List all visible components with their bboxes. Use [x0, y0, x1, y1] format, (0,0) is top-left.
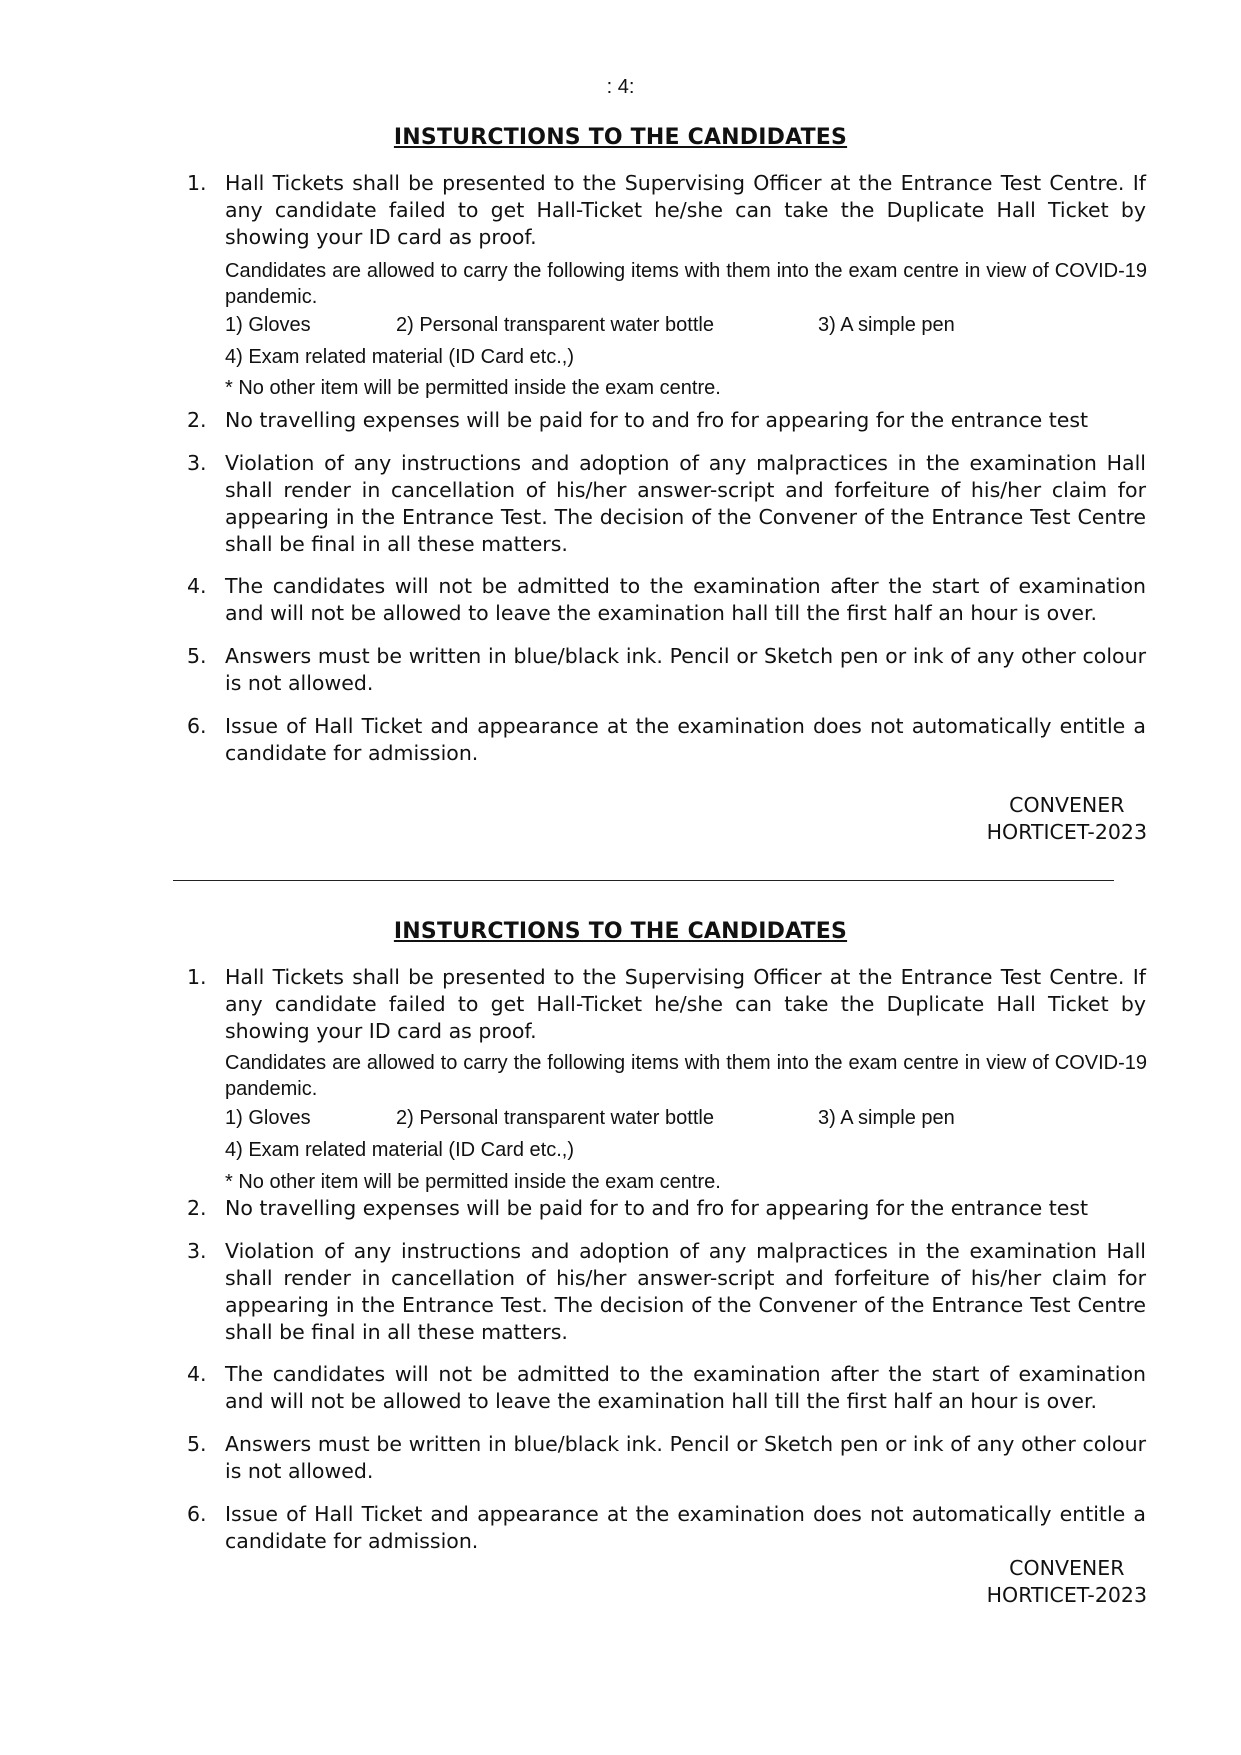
signature-role: CONVENER [1009, 793, 1125, 817]
signature-role: CONVENER [1009, 1556, 1125, 1580]
item-number: 5. [187, 644, 207, 668]
item-text: The candidates will not be admitted to the examination after the start of examination and will not be allowed to leave the examination hall till the first half an hour is over. [225, 574, 1146, 625]
covid-note: Candidates are allowed to carry the following items with them into the exam centre in view of COVID-19 pandemic. [225, 1052, 1147, 1100]
allowed-item-pen: 3) A simple pen [818, 314, 955, 336]
allowed-item-gloves: 1) Gloves [225, 314, 311, 336]
item-number: 3. [187, 451, 207, 475]
item-text: Violation of any instructions and adoption of any malpractices in the examination Hall shall render in cancellation of his/her answer-script and forfeiture of his/her claim for appearing in the Entrance Test. The decision of the Convener of the Entrance Test Centre shall be final in all these matters. [225, 451, 1146, 556]
item-number: 4. [187, 574, 207, 598]
item-text: Violation of any instructions and adoption of any malpractices in the examination Hall shall render in cancellation of his/her answer-script and forfeiture of his/her claim for appearing in the Entrance Test. The decision of the Convener of the Entrance Test Centre shall be final in all these matters. [225, 1239, 1146, 1344]
item-number: 6. [187, 714, 207, 738]
item-text: Hall Tickets shall be presented to the Supervising Officer at the Entrance Test Centre. If any candidate failed to get Hall-Ticket he/she can take the Duplicate Hall Ticket by showing your ID card as proof. [225, 965, 1146, 1043]
item-text: Issue of Hall Ticket and appearance at the examination does not automatically entitle a candidate for admission. [225, 714, 1146, 765]
item-number: 1. [187, 965, 207, 989]
item-number: 2. [187, 408, 207, 432]
allowed-item-exam-material: 4) Exam related material (ID Card etc.,) [225, 346, 574, 368]
section-title: INSTURCTIONS TO THE CANDIDATES [393, 919, 848, 944]
allowed-item-water-bottle: 2) Personal transparent water bottle [396, 1107, 714, 1129]
item-text: Answers must be written in blue/black ink. Pencil or Sketch pen or ink of any other colour is not allowed. [225, 644, 1146, 695]
item-text: The candidates will not be admitted to the examination after the start of examination and will not be allowed to leave the examination hall till the first half an hour is over. [225, 1362, 1146, 1413]
item-text: No travelling expenses will be paid for to and fro for appearing for the entrance test [225, 1196, 1089, 1220]
item-number: 1. [187, 171, 207, 195]
signature-block [987, 792, 1147, 846]
allowed-item-exam-material: 4) Exam related material (ID Card etc.,) [225, 1139, 574, 1161]
item-text: No travelling expenses will be paid for to and fro for appearing for the entrance test [225, 408, 1089, 432]
signature-exam: HORTICET-2023 [986, 1583, 1147, 1607]
item-number: 4. [187, 1362, 207, 1386]
item-number: 5. [187, 1432, 207, 1456]
allowed-item-gloves: 1) Gloves [225, 1107, 311, 1129]
item-text: Answers must be written in blue/black ink. Pencil or Sketch pen or ink of any other colour is not allowed. [225, 1432, 1146, 1483]
section-title: INSTURCTIONS TO THE CANDIDATES [393, 125, 848, 150]
restriction-note: * No other item will be permitted inside the exam centre. [225, 1171, 721, 1193]
restriction-note: * No other item will be permitted inside the exam centre. [225, 377, 721, 399]
item-number: 3. [187, 1239, 207, 1263]
allowed-item-pen: 3) A simple pen [818, 1107, 955, 1129]
page-number: : 4: [606, 76, 635, 98]
signature-exam: HORTICET-2023 [986, 820, 1147, 844]
item-number: 6. [187, 1502, 207, 1526]
covid-note: Candidates are allowed to carry the following items with them into the exam centre in view of COVID-19 pandemic. [225, 260, 1147, 308]
item-number: 2. [187, 1196, 207, 1220]
section-divider [173, 880, 1114, 881]
signature-block [987, 1555, 1147, 1609]
item-text: Hall Tickets shall be presented to the Supervising Officer at the Entrance Test Centre. If any candidate failed to get Hall-Ticket he/she can take the Duplicate Hall Ticket by showing your ID card as proof. [225, 171, 1146, 249]
allowed-item-water-bottle: 2) Personal transparent water bottle [396, 314, 714, 336]
item-text: Issue of Hall Ticket and appearance at the examination does not automatically entitle a candidate for admission. [225, 1502, 1146, 1553]
